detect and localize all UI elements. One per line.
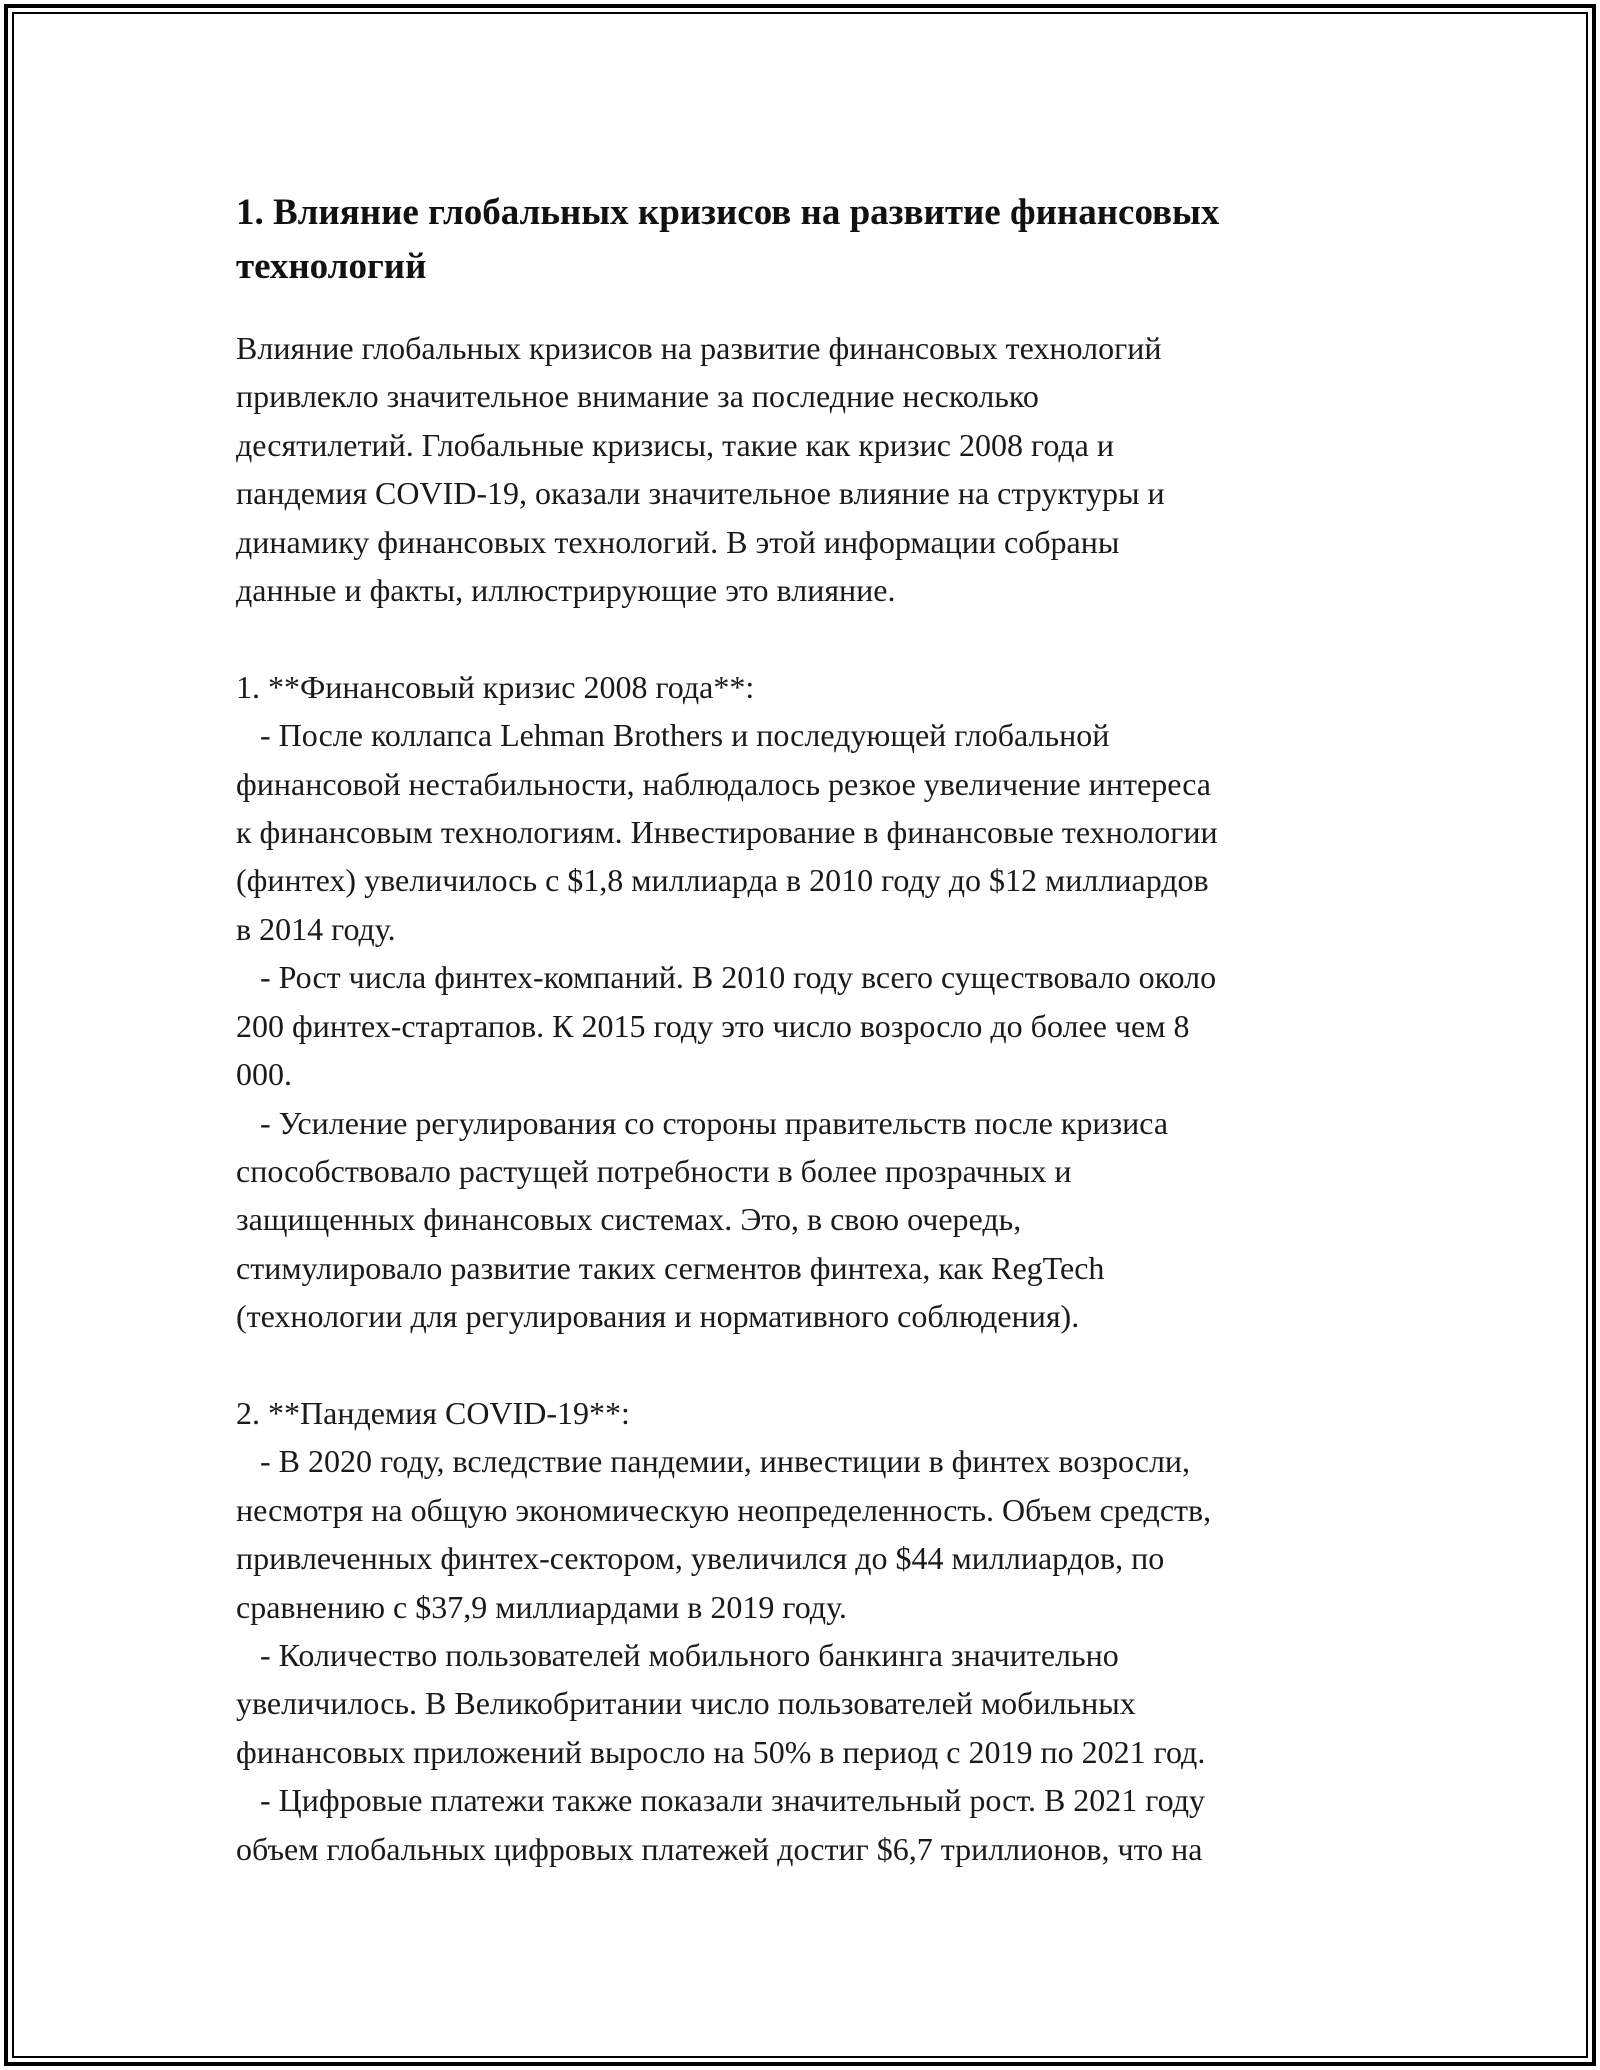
document-content [236, 186, 1376, 1873]
section-body-text: Влияние глобальных кризисов на развитие финансовых технологий привлекло значительное внимание за последние несколько десятилетий. Глобальные кризисы, такие как кризис 2008 года и пандемия COVID-19, оказали значительное влияние на структуры и динамику финансовых технологий. В этой информации собраны данные и факты, иллюстрирующие это влияние. 1. **Финансовый кризис 2008 года**: - После коллапса Lehman Brothers и последующей глобальной финансовой нестабильности, наблюдалось резкое увеличение интереса к финансовым технологиям. Инвестирование в финансовые технологии (финтех) увеличилось с $1,8 миллиарда в 2010 году до $12 миллиардов в 2014 году. - Рост числа финтех-компаний. В 2010 году всего существовало около 200 финтех-стартапов. К 2015 году это число возросло до более чем 8 000. - Усиление регулирования со стороны правительств после кризиса способствовало растущей потребности в более прозрачных и защищенных финансовых системах. Это, в свою очередь, стимулировало развитие таких сегментов финтеха, как RegTech (технологии для регулирования и нормативного соблюдения). 2. **Пандемия COVID-19**: - В 2020 году, вследствие пандемии, инвестиции в финтех возросли, несмотря на общую экономическую неопределенность. Объем средств, привлеченных финтех-сектором, увеличился до $44 миллиардов, по сравнению с $37,9 миллиардами в 2019 году. - Количество пользователей мобильного банкинга значительно увеличилось. В Великобритании число пользователей мобильных финансовых приложений выросло на 50% в период с 2019 по 2021 год. - Цифровые платежи также показали значительный рост. В 2021 году объем глобальных цифровых платежей достиг $6,7 триллионов, что на [236, 330, 1218, 1867]
section-heading: 1. Влияние глобальных кризисов на развитие финансовых технологий [236, 192, 1220, 287]
